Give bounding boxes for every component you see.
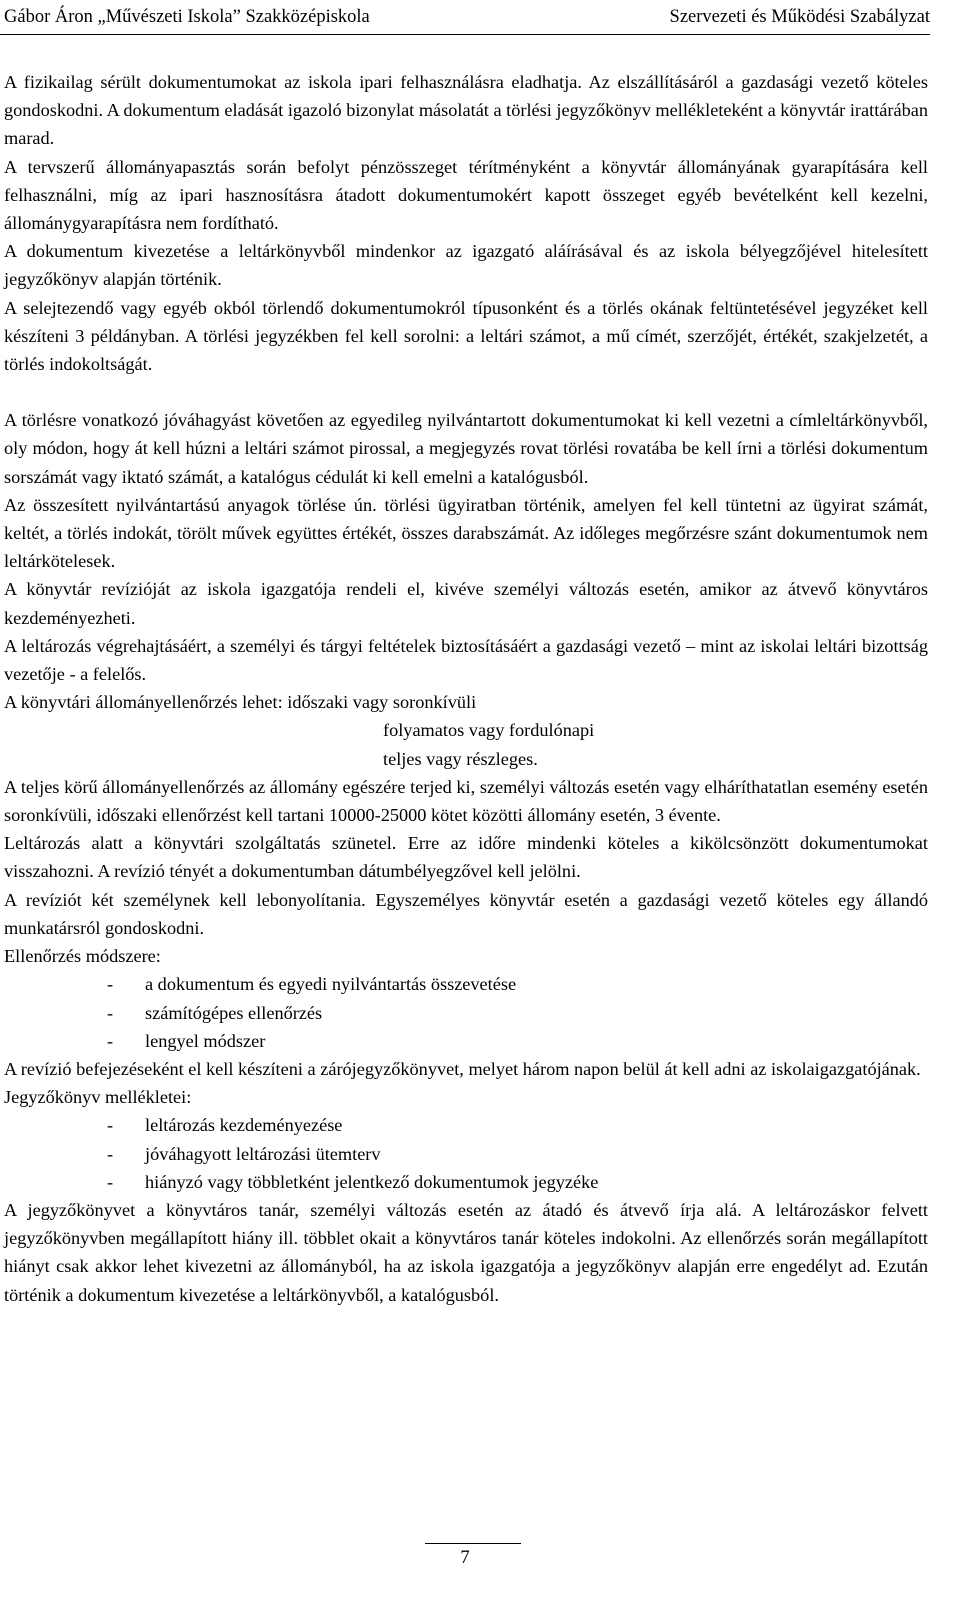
paragraph: A jegyzőkönyvet a könyvtáros tanár, személyi változás esetén az átadó és átvevő írja alá. A leltározáskor felvett jegyzőkönyvben megállapított hiány ill. többlet okait a könyvtáros tanár köteles indokolni. Az ellenőrzés során megállapított hiányt csak akkor lehet kivezetni az állományból, ha az iskola igazgatója a jegyzőkönyv alapján erre engedélyt ad. Ezután történik a dokumentum kivezetése a leltárkönyvből, a katalógusból.	[4, 1199, 928, 1305]
page-number: 7	[460, 1548, 470, 1568]
document-body	[4, 68, 928, 1309]
check-types-line: folyamatos vagy fordulónapi	[383, 720, 595, 741]
dash-bullet: -	[107, 1115, 114, 1136]
list-item-text: hiányzó vagy többletként jelentkező dokumentumok jegyzéke	[145, 1171, 599, 1192]
paragraph: A fizikailag sérült dokumentumokat az iskola ipari felhasználásra eladhatja. Az elszállításáról a gazdasági vezető köteles gondoskodni. A dokumentum eladását igazoló bizonylat másolatát a törlési jegyzőkönyv mellékleteként a könyvtár irattárában marad.	[4, 72, 928, 149]
list-item-text: lengyel módszer	[145, 1030, 266, 1051]
page-header	[0, 4, 930, 35]
paragraph: A teljes körű állományellenőrzés az állomány egészére terjed ki, személyi változás esetén vagy elháríthatatlan esemény esetén soronkívüli, időszaki ellenőrzést kell tartani 10000-25000 kötet közötti állomány esetén, 3 évente.	[4, 776, 928, 826]
paragraph: A revízió befejezéseként el kell készíteni a zárójegyzőkönyvet, melyet három napon belül át kell adni az iskolaigazgatójának.	[4, 1058, 921, 1079]
list-item	[4, 970, 928, 998]
attachments-list	[4, 1111, 928, 1196]
paragraph: A selejtezendő vagy egyéb okból törlendő dokumentumokról típusonként és a törlés okának feltüntetésével jegyzéket kell készíteni 3 példányban. A törlési jegyzékben fel kell sorolni: a leltári számot, a mű címét, szerzőjét, értékét, szakjelzetét, a törlés indokoltságát.	[4, 297, 928, 375]
check-types-line: teljes vagy részleges.	[383, 748, 538, 769]
paragraph: A tervszerű állományapasztás során befolyt pénzösszeget térítményként a könyvtár állományának gyarapítására kell felhasználni, míg az ipari hasznosításra átadott dokumentumokért kapott összeget egyéb bevételként kell kezelni, állománygyarapításra nem fordítható.	[4, 156, 928, 234]
check-types-intro: A könyvtári állományellenőrzés lehet: időszaki vagy soronkívüli	[4, 692, 477, 713]
header-document-title: Szervezeti és Működési Szabályzat	[669, 7, 930, 27]
dash-bullet: -	[107, 1171, 114, 1192]
list-item-text: számítógépes ellenőrzés	[145, 1002, 323, 1023]
paragraph: A könyvtár revízióját az iskola igazgatója rendeli el, kivéve személyi változás esetén, amikor az átvevő könyvtáros kezdeményezheti.	[4, 579, 928, 628]
paragraph: A leltározás végrehajtásáért, a személyi és tárgyi feltételek biztosításáért a gazdasági vezető – mint az iskolai leltári bizottság vezetője - a felelős.	[4, 635, 928, 685]
paragraph: A törlésre vonatkozó jóváhagyást követően az egyedileg nyilvántartott dokumentumokat ki kell vezetni a címleltárkönyvből, oly módon, hogy át kell húzni a leltári számot pirossal, a megjegyzés rovat törlési rovatába be kell írni a törlési dokumentum sorszámát vagy iktató számát, a katalógus cédulát ki kell emelni a katalógusból.	[4, 410, 928, 487]
list-item	[4, 1111, 928, 1139]
paragraph: A dokumentum kivezetése a leltárkönyvből mindenkor az igazgató aláírásával és az iskola bélyegzőjével hitelesített jegyzőkönyv alapján történik.	[4, 241, 928, 290]
paragraph: Az összesített nyilvántartású anyagok törlése ún. törlési ügyiratban történik, amelyen fel kell tüntetni az ügyirat számát, keltét, a törlés indokát, törölt művek együttes értékét, összes darabszámát. Az időleges megőrzésre szánt dokumentumok nem leltárkötelesek.	[4, 494, 928, 572]
attachments-heading: Jegyzőkönyv mellékletei:	[4, 1087, 192, 1108]
dash-bullet: -	[107, 1002, 114, 1023]
list-item-text: jóváhagyott leltározási ütemterv	[145, 1143, 381, 1164]
dash-bullet: -	[107, 1143, 114, 1164]
paragraph: Leltározás alatt a könyvtári szolgáltatás szünetel. Erre az időre mindenki köteles a kikölcsönzött dokumentumokat visszahozni. A revízió tényét a dokumentumban dátumbélyegzővel kell jelölni.	[4, 833, 928, 882]
paragraph: A revíziót két személynek kell lebonyolítania. Egyszemélyes könyvtár esetén a gazdasági vezető köteles egy állandó munkatársról gondoskodni.	[4, 889, 928, 938]
methods-list	[4, 970, 928, 1055]
list-item-text: a dokumentum és egyedi nyilvántartás összevetése	[145, 974, 517, 995]
list-item-text: leltározás kezdeményezése	[145, 1115, 343, 1136]
list-item	[4, 1168, 928, 1196]
list-item	[4, 999, 928, 1027]
paragraph-spacer	[4, 378, 928, 406]
header-school-name: Gábor Áron „Művészeti Iskola” Szakközépiskola	[4, 7, 370, 27]
dash-bullet: -	[107, 1030, 114, 1051]
list-item	[4, 1140, 928, 1168]
list-item	[4, 1027, 928, 1055]
methods-heading: Ellenőrzés módszere:	[4, 946, 161, 967]
dash-bullet: -	[107, 974, 114, 995]
